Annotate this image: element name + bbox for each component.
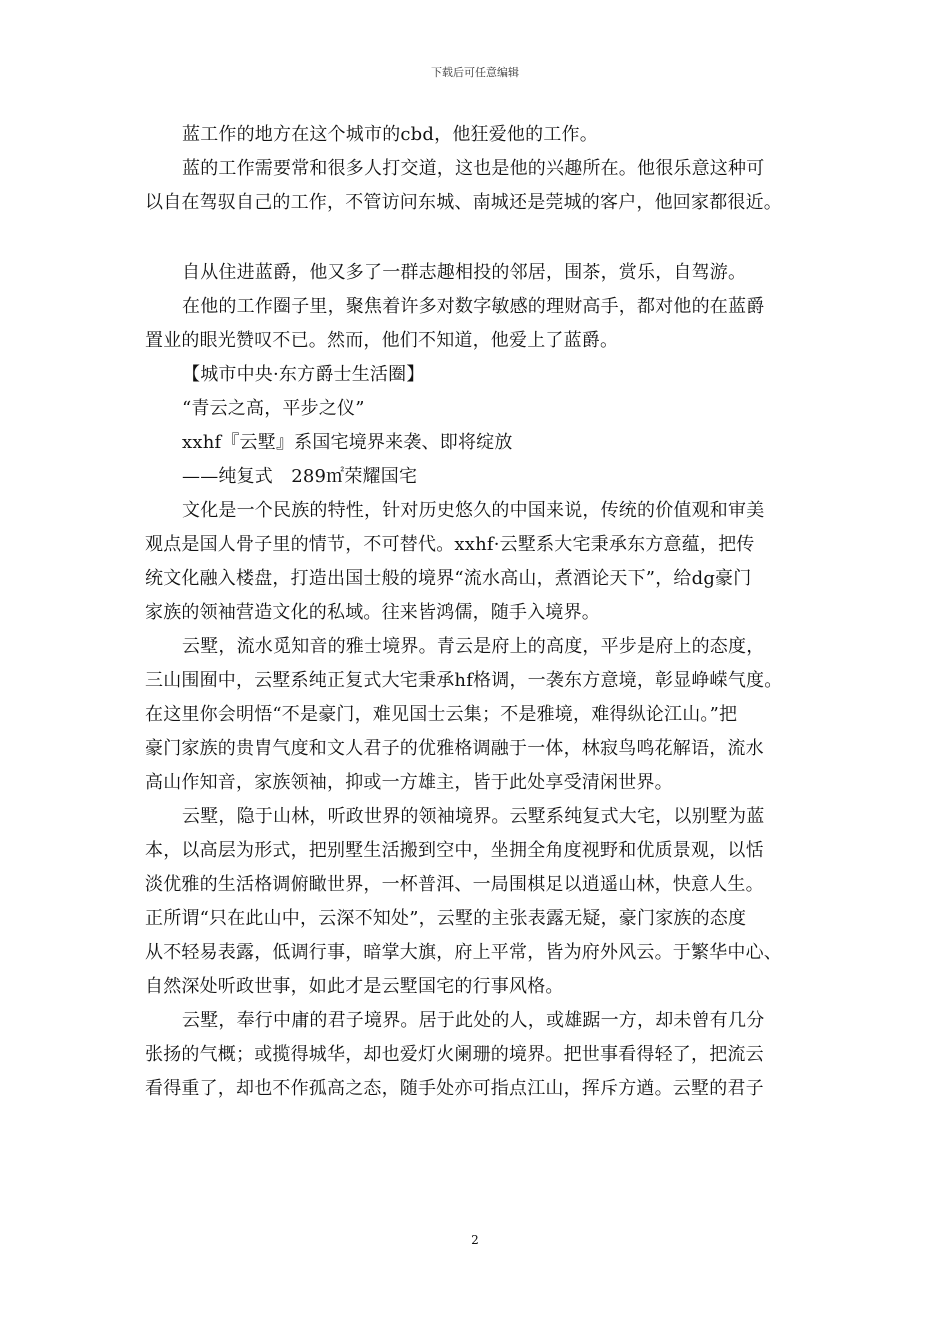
text-line: 高山作知音，家族领袖，抑或一方雄主，皆于此处享受清闲世界。 — [145, 772, 673, 793]
text-line: 本，以高层为形式，把别墅生活搬到空中，坐拥全角度视野和优质景观，以恬 — [145, 840, 764, 861]
text-line: 在这里你会明悟“不是豪门，难见国士云集；不是雅境，难得纵论江山。”把 — [145, 704, 738, 725]
text-line: 文化是一个民族的特性，针对历史悠久的中国来说，传统的价值观和审美 — [182, 500, 765, 521]
document-body — [145, 118, 820, 1106]
text-line: 三山围囿中，云墅系纯正复式大宅秉承hf格调，一袭东方意境，彰显峥嵘气度。 — [145, 670, 783, 691]
page-header: 下载后可任意编辑 — [431, 66, 519, 79]
text-line: 正所谓“只在此山中，云深不知处”，云墅的主张表露无疑，豪门家族的态度 — [145, 908, 747, 929]
text-line: 看得重了，却也不作孤高之态，随手处亦可指点江山，挥斥方遒。云墅的君子 — [145, 1078, 764, 1099]
text-line: 家族的领袖营造文化的私域。往来皆鸿儒，随手入境界。 — [145, 602, 600, 623]
text-line: 张扬的气概；或揽得城华，却也爱灯火阑珊的境界。把世事看得轻了，把流云 — [145, 1044, 764, 1065]
paragraph-gap — [145, 220, 820, 256]
text-line: 自然深处听政世事，如此才是云墅国宅的行事风格。 — [145, 976, 564, 997]
text-line: 豪门家族的贵胄气度和文人君子的优雅格调融于一体，林寂鸟鸣花解语，流水 — [145, 738, 764, 759]
text-line: 蓝的工作需要常和很多人打交道，这也是他的兴趣所在。他很乐意这种可 — [182, 158, 765, 179]
slogan-line: “青云之高，平步之仪” — [182, 398, 365, 419]
headline-line: xxhf『云墅』系国宅境界来袭、即将绽放 — [182, 432, 513, 453]
text-line: 云墅，隐于山林，听政世界的领袖境界。云墅系纯复式大宅，以别墅为蓝 — [182, 806, 765, 827]
text-line: 观点是国人骨子里的情节，不可替代。xxhf·云墅系大宅秉承东方意蕴，把传 — [145, 534, 755, 555]
text-line: 云墅，流水觅知音的雅士境界。青云是府上的高度，平步是府上的态度， — [182, 636, 765, 657]
subheadline-line: ——纯复式 289㎡荣耀国宅 — [182, 466, 418, 487]
text-line: 蓝工作的地方在这个城市的cbd，他狂爱他的工作。 — [182, 124, 598, 145]
text-line: 在他的工作圈子里，聚焦着许多对数字敏感的理财高手，都对他的在蓝爵 — [182, 296, 765, 317]
text-line: 置业的眼光赞叹不已。然而，他们不知道，他爱上了蓝爵。 — [145, 330, 619, 351]
text-line: 自从住进蓝爵，他又多了一群志趣相投的邻居，围茶，赏乐，自驾游。 — [182, 262, 747, 283]
text-line: 云墅，奉行中庸的君子境界。居于此处的人，或雄踞一方，却未曾有几分 — [182, 1010, 765, 1031]
page-number: 2 — [471, 1233, 479, 1247]
text-line: 淡优雅的生活格调俯瞰世界，一杯普洱、一局围棋足以逍遥山林，快意人生。 — [145, 874, 764, 895]
text-line: 统文化融入楼盘，打造出国士般的境界“流水高山，煮酒论天下”，给dg豪门 — [145, 568, 752, 589]
section-heading: 【城市中央·东方爵士生活圈】 — [182, 364, 425, 385]
text-line: 以自在驾驭自己的工作，不管访问东城、南城还是莞城的客户，他回家都很近。 — [145, 192, 782, 213]
text-line: 从不轻易表露，低调行事，暗掌大旗，府上平常，皆为府外风云。于繁华中心、 — [145, 942, 782, 963]
